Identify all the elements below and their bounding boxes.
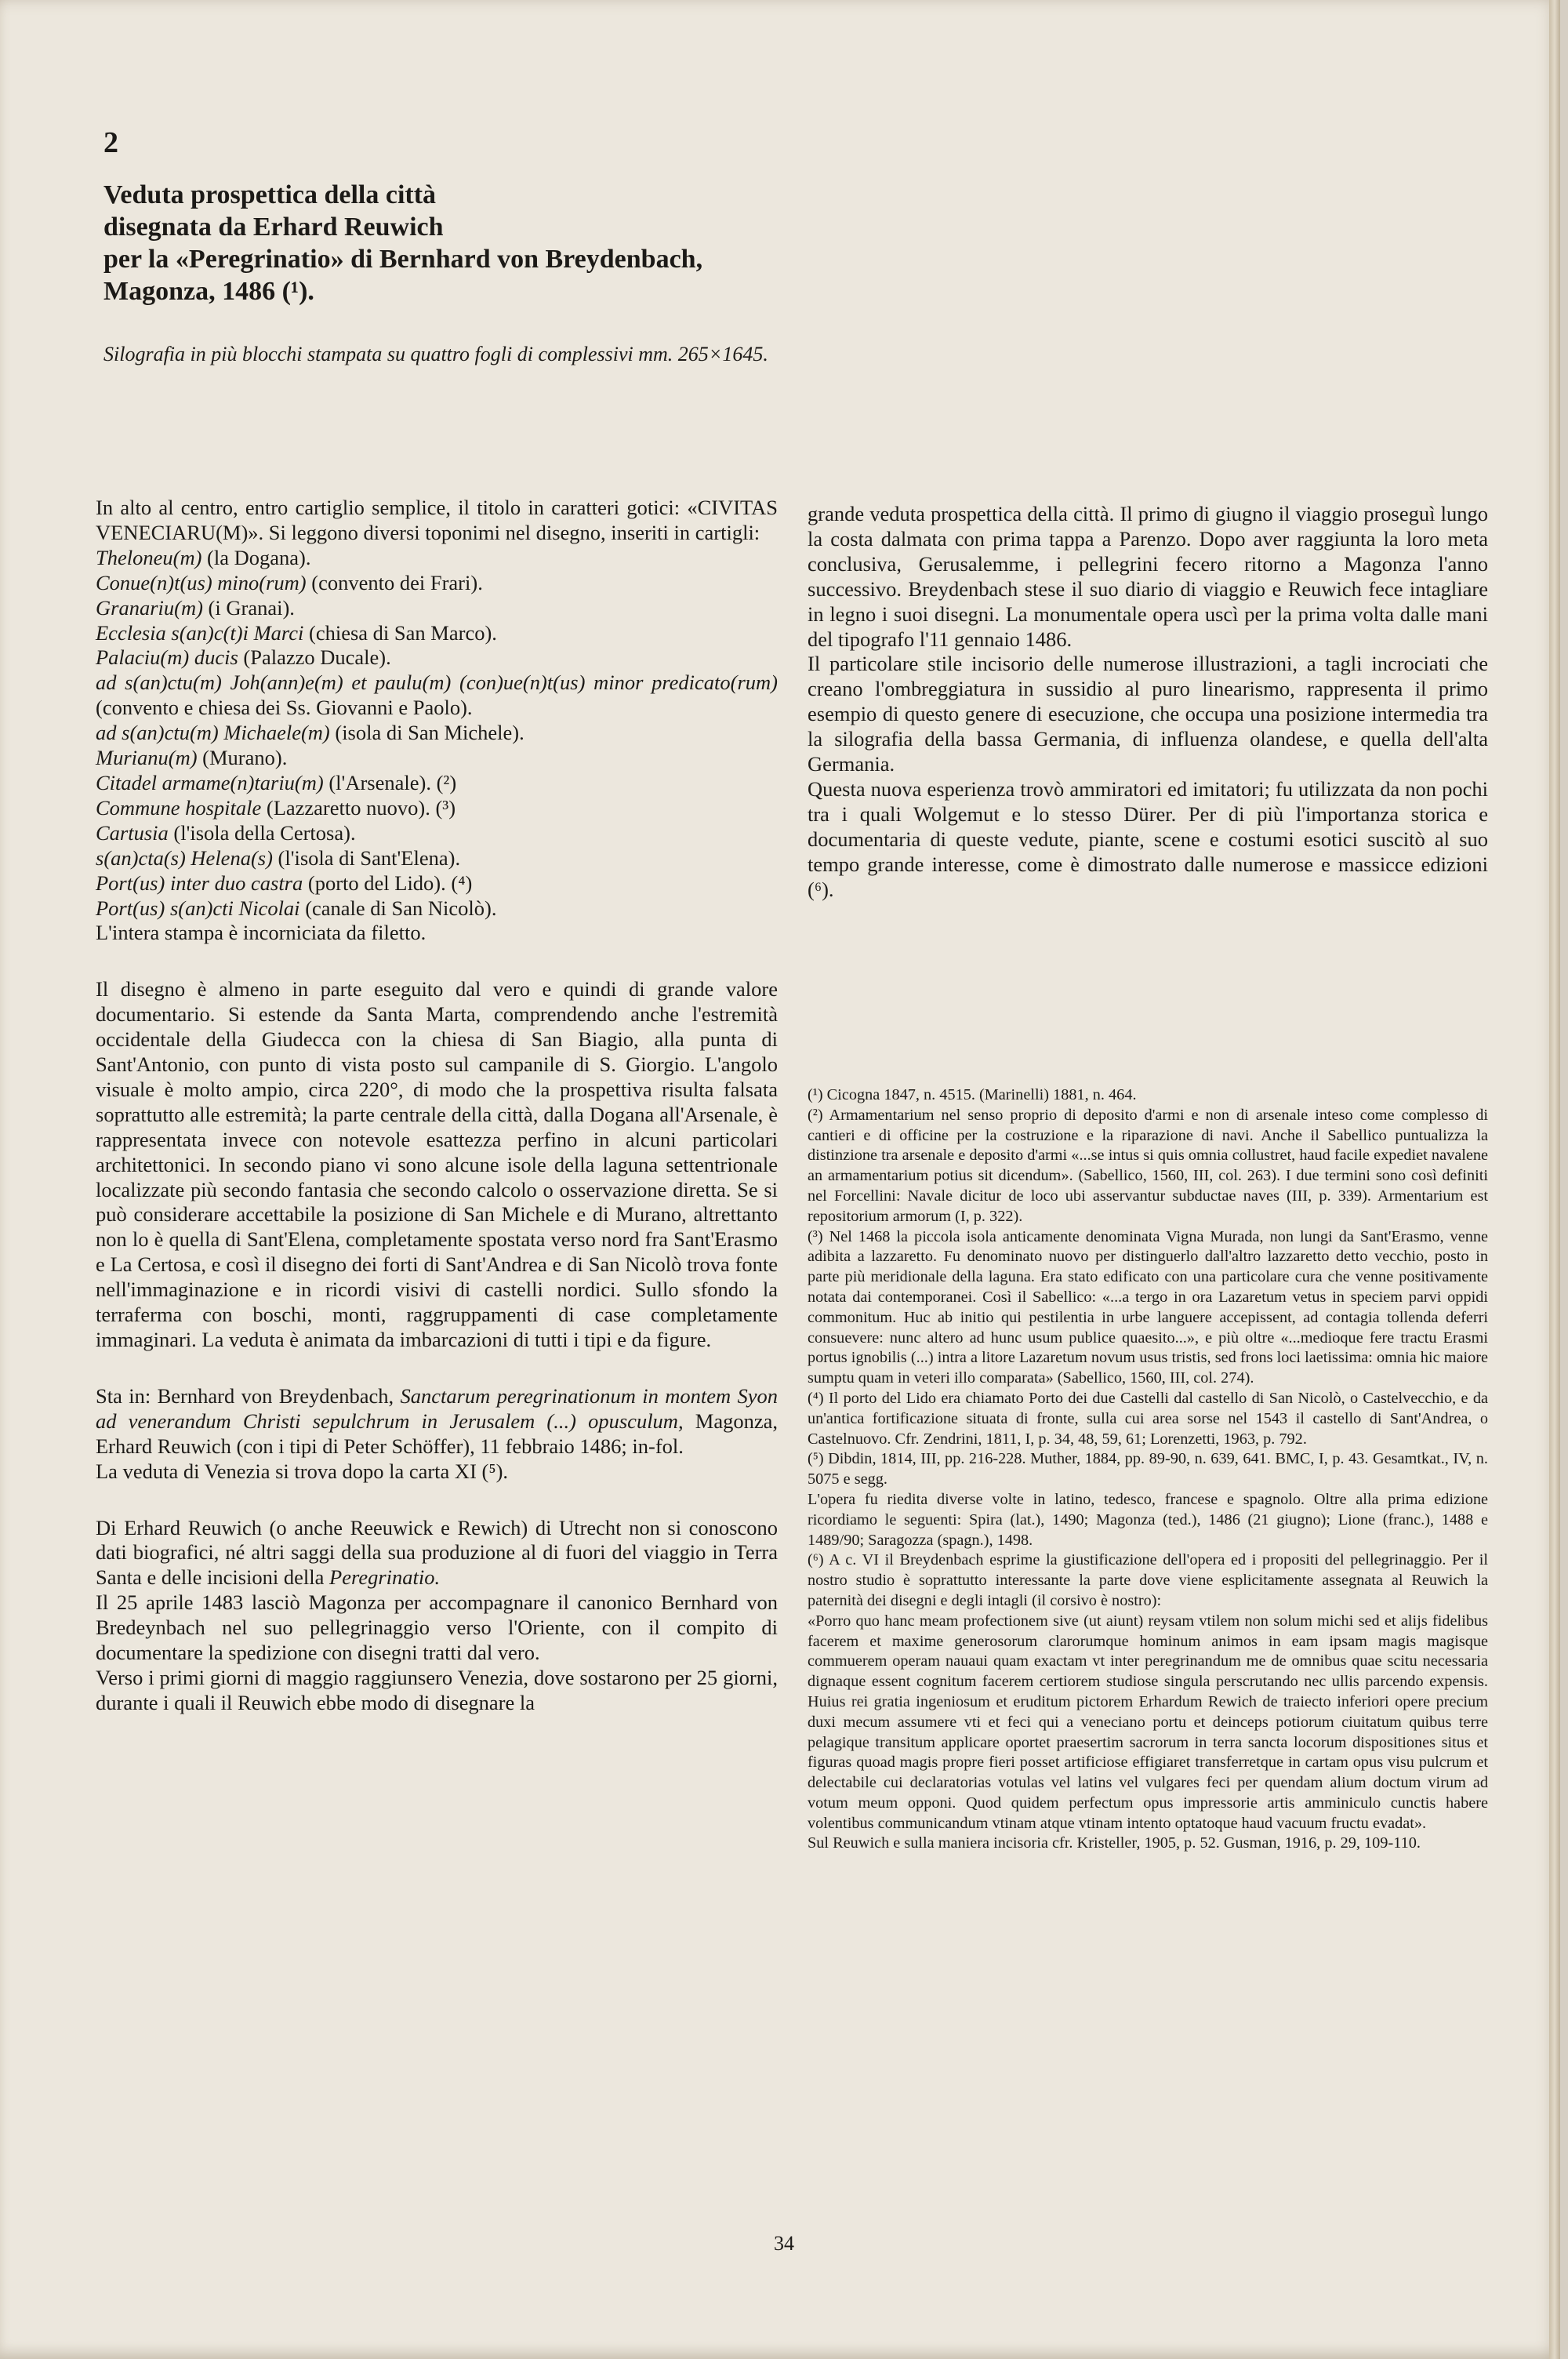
- title-line: Magonza, 1486 (¹).: [103, 277, 314, 306]
- toponym-item: [96, 771, 778, 796]
- toponym-item: [96, 571, 778, 596]
- toponym-italian: (canale di San Nicolò).: [299, 896, 497, 920]
- paragraph-reuwich: [96, 1516, 778, 1591]
- reuwich-text: Di Erhard Reuwich (o anche Reeuwick e Rewich) di Utrecht non si conoscono dati biografici, né altri saggi della sua produzione al di fuori del viaggio in Terra Santa e delle incisioni della: [96, 1515, 778, 1590]
- toponym-italian: (Murano).: [197, 746, 288, 770]
- toponym-italian: (convento e chiesa dei Ss. Giovanni e Paolo).: [96, 696, 473, 720]
- paragraph-venezia: Verso i primi giorni di maggio raggiunsero Venezia, dove sostarono per 25 giorni, durante i quali il Reuwich ebbe modo di disegnare la: [96, 1665, 778, 1714]
- toponym-item: [96, 645, 778, 671]
- toponym-italian: (Palazzo Ducale).: [238, 645, 391, 670]
- toponym-latin: Palaciu(m) ducis: [96, 645, 238, 670]
- paragraph-disegno: Il disegno è almeno in parte eseguito dal vero e quindi di grande valore documentario. Si estende da Santa Marta, comprendendo anche l'estremità occidentale della Giudecca con la chiesa di San Biagio, alla punta di Sant'Antonio, con punto di vista posto sul campanile di S. Giorgio. L'angolo visuale è molto ampio, circa 220°, di modo che la prospettiva risulta falsata soprattutto alle estremità; la parte centrale della città, dalla Dogana all'Arsenale, è rappresentata invece con notevole esattezza perfino in alcuni particolari architettonici. In secondo piano vi sono alcune isole della laguna settentrionale localizzate più secondo fantasia che secondo calcolo o osservazione diretta. Se si può considerare accettabile la posizione di San Michele e di Murano, altrettanto non lo è quella di Sant'Elena, completamente spostata verso nord fra Sant'Erasmo e La Certosa, e così il disegno dei forti di Sant'Andrea e di San Nicolò trova fonte nell'immaginazione e in ricordi visivi di castelli nordici. Sullo sfondo la terraferma con boschi, monti, raggruppamenti di case completamente immaginari. La veduta è animata da imbarcazioni di tutti i tipi e da figure.: [96, 977, 778, 1351]
- source-pre: Sta in: Bernhard von Breydenbach,: [96, 1383, 401, 1408]
- footnote: (⁵) Dibdin, 1814, III, pp. 216-228. Muther, 1884, pp. 89-90, n. 639, 641. BMC, I, p. 43. Gesamtkat., IV, n. 5075 e segg.: [808, 1450, 1488, 1488]
- toponym-item: [96, 596, 778, 621]
- toponym-latin: Commune hospitale: [96, 795, 262, 820]
- source-post: Magonza, Erhard Reuwich (con i tipi di Peter Schöffer), 11 febbraio 1486; in-fol.: [96, 1408, 778, 1458]
- toponym-latin: Port(us) inter duo castra: [96, 871, 303, 895]
- toponym-latin: Murianu(m): [96, 746, 198, 770]
- toponym-item: [96, 796, 778, 821]
- toponym-item: [96, 871, 778, 896]
- footnote: (⁶) A c. VI il Breydenbach esprime la giustificazione dell'opera ed i propositi del pellegrinaggio. Per il nostro studio è soprattutto interessante la parte dove viene esplicitamente assegnata al Reuwich la paternità dei disegni e degli intagli (il corsivo è nostro):: [808, 1551, 1488, 1609]
- title-line: disegnata da Erhard Reuwich: [103, 213, 444, 242]
- toponym-italian: (porto del Lido). (⁴): [303, 871, 473, 895]
- toponym-latin: Ecclesia s(an)c(t)i Marci: [96, 620, 304, 645]
- toponym-italian: (chiesa di San Marco).: [303, 620, 497, 645]
- footnote: (⁴) Il porto del Lido era chiamato Porto dei due Castelli dal castello di San Nicolò, o Castelvecchio, e da un'antica fortificazione situata di fronte, sulla cui area sorse nel 1543 il castello di Sant'Andrea, o Castelnuovo. Cfr. Zendrini, 1811, I, p. 34, 48, 59, 61; Lorenzetti, 1963, p. 792.: [808, 1389, 1488, 1448]
- description-intro: In alto al centro, entro cartiglio semplice, il titolo in caratteri gotici: «CIVITAS VENECIARU(M)». Si leggono diversi toponimi nel disegno, inseriti in cartigli:: [96, 496, 778, 544]
- footnote: Sul Reuwich e sulla maniera incisoria cfr. Kristeller, 1905, p. 52. Gusman, 1916, p. 29, 109-110.: [808, 1834, 1421, 1852]
- footnotes: [808, 1085, 1488, 1854]
- toponym-italian: (convento dei Frari).: [306, 570, 483, 594]
- toponym-italian: (Lazzaretto nuovo). (³): [261, 795, 456, 820]
- source-location: La veduta di Venezia si trova dopo la carta XI (⁵).: [96, 1459, 509, 1483]
- toponym-italian: (l'Arsenale). (²): [323, 770, 457, 794]
- toponym-latin: Theloneu(m): [96, 545, 202, 569]
- left-column: [96, 496, 778, 1716]
- footnote: «Porro quo hanc meam profectionem sive (ut aiunt) reysam vtilem non solum michi sed et alijs fidelibus facerem et maxime generosorum clarorumque hominum animos in eam ipsam magis magisque commuerem operam nauaui quam exactam vt inter peregrinandum me de omnibus quae scitu necessaria dignaque essent cognitum facerem certiorem studiose singula perscrutando nec ullis parcendo expensis. Huius rei gratia ingeniosum et eruditum pictorem Erhardum Rewich de traiecto inferiori opere precium duxi mecum assumere vti et feci qui a veneciano portu et deinceps potiorum ciuitatum quibus terre pelagique transitum applicare oportet praesertim sacrorum in terra sancta locorum dispositiones situs et figuras quoad magis propre fieri posset artificiose effigiaret transferretque in cartam opus visu pulcrum et delectabile cui declaratorias votulas vel latins vel vulgares feci per quendam alium doctum virum ad votum meum opponi. Quod quidem perfectum opus impressorie artis amminiculo cunctis habere volentibus communicandum vtinam atque vtinam intento optatoque haud vacuum fructu evadat».: [808, 1612, 1488, 1832]
- paragraph-1483: Il 25 aprile 1483 lasciò Magonza per accompagnare il canonico Bernhard von Bredeynbach nel suo pellegrinaggio verso l'Oriente, con il compito di documentare la spedizione con disegni tratti dal vero.: [96, 1590, 778, 1665]
- toponym-latin: ad s(an)ctu(m) Michaele(m): [96, 721, 330, 745]
- paragraph-stile: Il particolare stile incisorio delle numerose illustrazioni, a tagli incrociati che creano l'ombreggiatura in sussidio al puro linearismo, rappresenta il primo esempio di questo genere di esecuzione, che occupa una posizione intermedia tra la silografia della bassa Germania, di influenza olandese, e quella dell'alta Germania.: [808, 652, 1488, 776]
- page-edge: [1549, 0, 1560, 2359]
- toponym-item: [96, 546, 778, 571]
- toponym-latin: Cartusia: [96, 820, 169, 845]
- toponym-latin: Port(us) s(an)cti Nicolai: [96, 896, 300, 920]
- paragraph-venezia-continued: grande veduta prospettica della città. Il primo di giugno il viaggio proseguì lungo la costa dalmata con prima tappa a Parenzo. Dopo aver raggiunta la loro meta conclusiva, Gerusalemme, i pellegrini fecero ritorno a Magonza l'anno successivo. Breydenbach stese il suo diario di viaggio e Reuwich fece intagliare in legno i suoi disegni. La monumentale opera uscì per la prima volta dalle mani del tipografo l'11 gennaio 1486.: [808, 502, 1488, 651]
- toponym-item: [96, 846, 778, 871]
- footnote: L'opera fu riedita diverse volte in latino, tedesco, francese e spagnolo. Oltre alla prima edizione ricordiamo le seguenti: Spira (lat.), 1490; Magonza (ted.), 1486 (21 giugno); Lione (franc.), 1488 e 1489/90; Saragozza (spagn.), 1498.: [808, 1490, 1488, 1549]
- toponym-item: [96, 821, 778, 846]
- footnote: (¹) Cicogna 1847, n. 4515. (Marinelli) 1881, n. 464.: [808, 1086, 1137, 1103]
- toponym-item: [96, 746, 778, 771]
- toponym-italian: (l'isola della Certosa).: [168, 820, 356, 845]
- right-column: [808, 502, 1488, 903]
- toponym-item: [96, 721, 778, 746]
- technique-line: Silografia in più blocchi stampata su quattro fogli di complessivi mm. 265×1645.: [103, 343, 768, 365]
- toponym-item: [96, 896, 778, 921]
- source-citation: [96, 1384, 778, 1459]
- footnote: (³) Nel 1468 la piccola isola anticamente denominata Vigna Murada, non lungi da Sant'Erasmo, venne adibita a lazzaretto. Fu denominato nuovo per distinguerlo dall'altro lazzaretto detto vecchio, posto in parte più meridionale della laguna. Era stato edificato con una particolare cura che venne positivamente notata dai contemporanei. Così il Sabellico: «...a tergo in ora Lazaretum vetus in speciem parvi oppidi commonitum. Huc ab initio qui pestilentia in urbe languere accepissent, ad contagia tollenda deferri consuevere: nunc altero ad hunc usum publice quaesito...», e più oltre «...medioque fere tractu Erasmi portus ignobilis (...) intra a litore Lazaretum novum usus tristis, sed frons loci laetissima: omnia hic maiore sumptu quam in veteri illo comparata» (Sabellico, 1560, III, col. 274).: [808, 1227, 1488, 1387]
- title-line: Veduta prospettica della città: [103, 180, 437, 209]
- frame-note: L'intera stampa è incorniciata da filetto.: [96, 921, 426, 945]
- page-number: 34: [774, 2232, 794, 2255]
- toponym-list: [96, 546, 778, 921]
- toponym-italian: (la Dogana).: [201, 545, 311, 569]
- toponym-item: [96, 621, 778, 646]
- toponym-latin: Granariu(m): [96, 595, 203, 620]
- reuwich-title: Peregrinatio.: [329, 1565, 441, 1590]
- source-title: Sanctarum peregrinationum in montem Syon ad venerandum Christi sepulchrum in Jerusalem (...) opusculum,: [96, 1383, 778, 1433]
- footnote: (²) Armamentarium nel senso proprio di deposito d'armi e non di arsenale inteso come complesso di cantieri e di officine per la costruzione e la riparazione di navi. Anche il Sabellico puntualizza la distinzione tra arsenale e deposito d'armi «...se intus si quis omnia collustret, haud facile expediet navalene an armamentarium potius sit dicendum». (Sabellico, 1560, III, col. 263). I due termini sono così definiti nel Forcellini: Navale dicitur de loco ubi asservantur subductae naves (III, p. 339). Armentarium est repositorium armorum (I, p. 322).: [808, 1106, 1488, 1225]
- toponym-latin: ad s(an)ctu(m) Joh(ann)e(m) et paulu(m) (con)ue(n)t(us) minor predicato(rum): [96, 671, 778, 695]
- toponym-latin: Citadel armame(n)tariu(m): [96, 770, 324, 794]
- title-line: per la «Peregrinatio» di Bernhard von Breydenbach,: [103, 245, 703, 274]
- toponym-italian: (i Granai).: [202, 595, 295, 620]
- entry-title: [103, 179, 809, 307]
- toponym-item: [96, 671, 778, 721]
- toponym-italian: (l'isola di Sant'Elena).: [272, 845, 461, 870]
- toponym-italian: (isola di San Michele).: [329, 721, 524, 745]
- toponym-latin: s(an)cta(s) Helena(s): [96, 845, 273, 870]
- paragraph-esperienza: Questa nuova esperienza trovò ammiratori ed imitatori; fu utilizzata da non pochi tra i quali Wolgemut e lo stesso Dürer. Per di più l'importanza storica e documentaria di queste vedute, piante, scene e costumi esotici suscitò al suo tempo grande interesse, come è dimostrato dalle numerose e massicce edizioni (⁶).: [808, 776, 1488, 901]
- entry-number: 2: [103, 126, 118, 159]
- toponym-latin: Conue(n)t(us) mino(rum): [96, 570, 307, 594]
